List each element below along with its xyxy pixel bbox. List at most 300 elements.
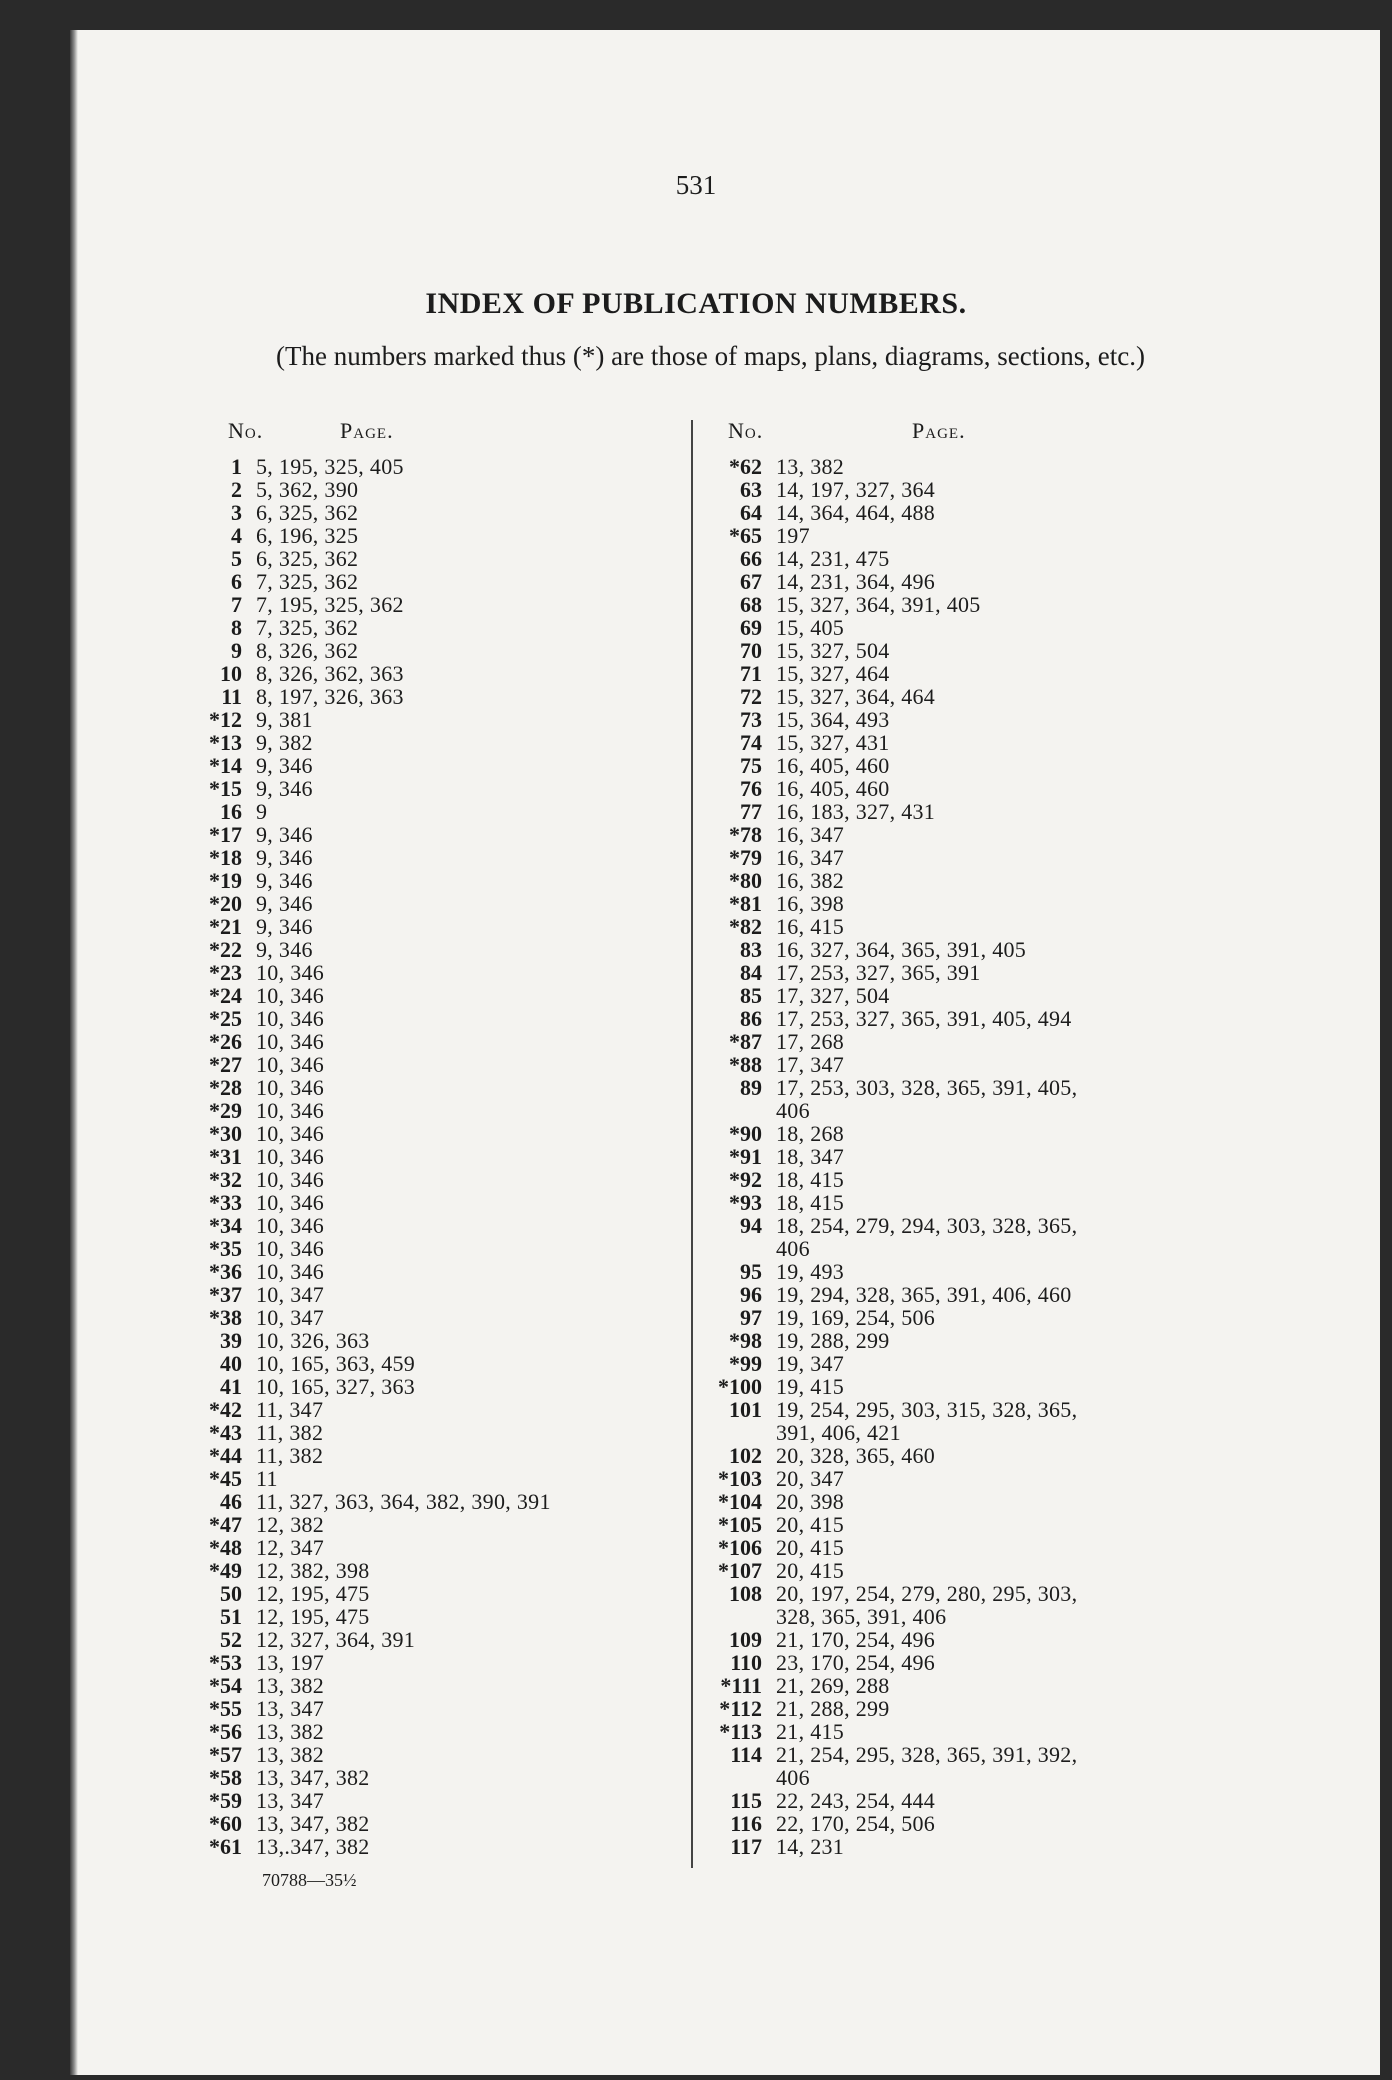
page-references: 15, 405	[776, 615, 845, 640]
page-references: 6, 325, 362	[256, 546, 359, 571]
page-references: 11	[256, 1466, 278, 1491]
index-row	[180, 1720, 551, 1743]
index-row	[700, 1122, 1077, 1145]
right-index-column	[700, 455, 1077, 1858]
index-row	[180, 777, 551, 800]
page-references: 12, 347	[256, 1535, 325, 1560]
index-row	[700, 1628, 1077, 1651]
publication-number: *106	[718, 1535, 762, 1560]
page-references: 16, 327, 364, 365, 391, 405	[776, 937, 1027, 962]
page-references: 11, 347	[256, 1397, 324, 1422]
page-references: 10, 346	[256, 1029, 325, 1054]
publication-number: 9	[231, 638, 242, 663]
page-references: 16, 405, 460	[776, 776, 890, 801]
publication-number: 2	[231, 477, 242, 502]
index-row	[180, 1766, 551, 1789]
page-references: 20, 415	[776, 1512, 845, 1537]
page-references: 12, 327, 364, 391	[256, 1627, 416, 1652]
index-row	[700, 639, 1077, 662]
page-references: 10, 346	[256, 1052, 325, 1077]
publication-number: *36	[209, 1259, 242, 1284]
index-row	[700, 478, 1077, 501]
publication-number: 63	[740, 477, 762, 502]
right-page-header: Page.	[912, 418, 966, 443]
index-row	[700, 1168, 1077, 1191]
publication-number: *13	[209, 730, 242, 755]
page-references: 19, 347	[776, 1351, 845, 1376]
page-references: 17, 253, 327, 365, 391	[776, 960, 981, 985]
page-references: 12, 382	[256, 1512, 325, 1537]
publication-number: 94	[740, 1213, 762, 1238]
page-references: 9, 346	[256, 753, 313, 778]
publication-number: *93	[729, 1190, 762, 1215]
page-references: 10, 347	[256, 1282, 325, 1307]
page-references: 10, 326, 363	[256, 1328, 370, 1353]
page-references: 16, 347	[776, 822, 845, 847]
index-row	[700, 685, 1077, 708]
index-row	[180, 1421, 551, 1444]
publication-number: *92	[729, 1167, 762, 1192]
index-row	[180, 800, 551, 823]
index-row	[700, 1605, 1077, 1628]
page-references: 16, 347	[776, 845, 845, 870]
publication-number: *12	[209, 707, 242, 732]
index-row	[180, 1191, 551, 1214]
page-references: 15, 327, 364, 464	[776, 684, 936, 709]
index-row	[700, 1329, 1077, 1352]
publication-number: 89	[740, 1075, 762, 1100]
publication-number: 68	[740, 592, 762, 617]
publication-number: *20	[209, 891, 242, 916]
index-row	[180, 1835, 551, 1858]
publication-number: 70	[740, 638, 762, 663]
index-row	[700, 1306, 1077, 1329]
page-references: 20, 398	[776, 1489, 845, 1514]
publication-number: 101	[729, 1397, 762, 1422]
index-row	[180, 1674, 551, 1697]
publication-number: 51	[220, 1604, 242, 1629]
publication-number: *32	[209, 1167, 242, 1192]
index-row	[700, 777, 1077, 800]
page-references: 13, 382	[256, 1742, 325, 1767]
publication-number: 77	[740, 799, 762, 824]
publication-number: 84	[740, 960, 762, 985]
page-references: 18, 415	[776, 1190, 845, 1215]
page-references: 19, 254, 295, 303, 315, 328, 365,	[776, 1397, 1078, 1422]
page-references: 8, 326, 362	[256, 638, 359, 663]
index-row	[700, 570, 1077, 593]
publication-number: 3	[231, 500, 242, 525]
publication-number: 74	[740, 730, 762, 755]
publication-number: *44	[209, 1443, 242, 1468]
index-row	[700, 1766, 1077, 1789]
index-row	[180, 938, 551, 961]
publication-number: *112	[719, 1696, 762, 1721]
page-references: 15, 327, 504	[776, 638, 890, 663]
publication-number: *45	[209, 1466, 242, 1491]
column-divider	[691, 420, 693, 1868]
publication-number: *98	[729, 1328, 762, 1353]
publication-number	[700, 1766, 776, 1789]
publication-number: 16	[220, 799, 242, 824]
publication-number	[700, 1099, 776, 1122]
publication-number	[700, 1605, 776, 1628]
publication-number: 6	[231, 569, 242, 594]
index-row	[700, 1513, 1077, 1536]
publication-number: *113	[719, 1719, 762, 1744]
index-row	[700, 1007, 1077, 1030]
left-no-header: No.	[228, 418, 264, 443]
page-references: 10, 346	[256, 1190, 325, 1215]
page-references: 14, 364, 464, 488	[776, 500, 936, 525]
page-references: 18, 254, 279, 294, 303, 328, 365,	[776, 1213, 1078, 1238]
page-references: 10, 346	[256, 1098, 325, 1123]
publication-number: *33	[209, 1190, 242, 1215]
page-references: 14, 231	[776, 1834, 845, 1859]
index-row	[180, 708, 551, 731]
page-references: 10, 346	[256, 1121, 325, 1146]
page-references: 16, 398	[776, 891, 845, 916]
page-references: 19, 294, 328, 365, 391, 406, 460	[776, 1282, 1072, 1307]
publication-number: 64	[740, 500, 762, 525]
index-row	[180, 1007, 551, 1030]
page-title: INDEX OF PUBLICATION NUMBERS.	[425, 287, 967, 320]
index-row	[180, 1145, 551, 1168]
index-row	[180, 1260, 551, 1283]
publication-number: 72	[740, 684, 762, 709]
page-references: 15, 327, 464	[776, 661, 890, 686]
publication-number: *56	[209, 1719, 242, 1744]
page-references: 13, 347, 382	[256, 1811, 370, 1836]
page-references: 9, 346	[256, 891, 313, 916]
index-row	[700, 823, 1077, 846]
publication-number: *27	[209, 1052, 242, 1077]
page-references: 13, 382	[256, 1673, 325, 1698]
page-references: 7, 325, 362	[256, 615, 359, 640]
index-row	[700, 547, 1077, 570]
publication-number: 83	[740, 937, 762, 962]
index-row	[700, 869, 1077, 892]
index-row	[700, 961, 1077, 984]
page-references: 20, 415	[776, 1535, 845, 1560]
page-references: 10, 347	[256, 1305, 325, 1330]
page-references: 197	[776, 523, 810, 548]
index-row	[700, 1536, 1077, 1559]
publication-number: *26	[209, 1029, 242, 1054]
publication-number: *29	[209, 1098, 242, 1123]
page-references: 21, 254, 295, 328, 365, 391, 392,	[776, 1742, 1078, 1767]
page-references: 14, 231, 475	[776, 546, 890, 571]
page-references: 391, 406, 421	[776, 1420, 901, 1445]
index-row	[180, 1582, 551, 1605]
index-row	[700, 731, 1077, 754]
index-row	[180, 1398, 551, 1421]
index-row	[180, 1030, 551, 1053]
index-row	[180, 501, 551, 524]
page-references: 406	[776, 1236, 810, 1261]
index-row	[700, 1375, 1077, 1398]
publication-number: *100	[718, 1374, 762, 1399]
publication-number: *104	[718, 1489, 762, 1514]
page-references: 9, 346	[256, 776, 313, 801]
page-references: 9, 346	[256, 868, 313, 893]
publication-number: *57	[209, 1742, 242, 1767]
page-references: 16, 415	[776, 914, 845, 939]
index-row	[700, 938, 1077, 961]
publication-number: *59	[209, 1788, 242, 1813]
page-references: 9, 346	[256, 845, 313, 870]
index-row	[700, 455, 1077, 478]
index-row	[700, 1559, 1077, 1582]
page-references: 13, 197	[256, 1650, 325, 1675]
index-row	[700, 1237, 1077, 1260]
page-references: 8, 197, 326, 363	[256, 684, 404, 709]
index-row	[700, 846, 1077, 869]
index-row	[180, 754, 551, 777]
index-row	[700, 1145, 1077, 1168]
publication-number: *14	[209, 753, 242, 778]
page-references: 19, 169, 254, 506	[776, 1305, 936, 1330]
page-references: 11, 382	[256, 1420, 324, 1445]
index-row	[180, 570, 551, 593]
index-row	[180, 984, 551, 1007]
publication-number: 50	[220, 1581, 242, 1606]
publication-number: *19	[209, 868, 242, 893]
page-references: 20, 347	[776, 1466, 845, 1491]
page-references: 15, 327, 364, 391, 405	[776, 592, 981, 617]
publication-number: *37	[209, 1282, 242, 1307]
index-row	[700, 1421, 1077, 1444]
publication-number: *111	[720, 1673, 762, 1698]
left-page-header: Page.	[340, 418, 394, 443]
publication-number: *90	[729, 1121, 762, 1146]
index-row	[700, 1030, 1077, 1053]
left-index-column	[180, 455, 551, 1858]
publication-number: *47	[209, 1512, 242, 1537]
publication-number: *49	[209, 1558, 242, 1583]
publication-number: *61	[209, 1834, 242, 1859]
publication-number: *87	[729, 1029, 762, 1054]
publication-number: *103	[718, 1466, 762, 1491]
publication-number: *58	[209, 1765, 242, 1790]
publication-number: *17	[209, 822, 242, 847]
page-references: 9, 346	[256, 914, 313, 939]
page-references: 22, 170, 254, 506	[776, 1811, 936, 1836]
index-row	[700, 1674, 1077, 1697]
page-references: 9, 381	[256, 707, 313, 732]
page-references: 10, 165, 363, 459	[256, 1351, 416, 1376]
index-row	[180, 1651, 551, 1674]
index-row	[180, 1536, 551, 1559]
page-references: 13, 347	[256, 1788, 325, 1813]
index-row	[180, 1490, 551, 1513]
index-row	[700, 708, 1077, 731]
index-row	[700, 800, 1077, 823]
index-row	[180, 1352, 551, 1375]
index-row	[180, 823, 551, 846]
page-references: 10, 346	[256, 1259, 325, 1284]
index-row	[180, 961, 551, 984]
page-references: 20, 328, 365, 460	[776, 1443, 936, 1468]
index-row	[180, 1283, 551, 1306]
page-references: 14, 231, 364, 496	[776, 569, 936, 594]
publication-number: *65	[729, 523, 762, 548]
index-row	[700, 501, 1077, 524]
index-row	[700, 524, 1077, 547]
publication-number: *28	[209, 1075, 242, 1100]
index-row	[180, 1237, 551, 1260]
publication-number: *23	[209, 960, 242, 985]
index-row	[180, 685, 551, 708]
page-references: 328, 365, 391, 406	[776, 1604, 947, 1629]
page-references: 16, 382	[776, 868, 845, 893]
index-row	[180, 1789, 551, 1812]
index-row	[180, 1697, 551, 1720]
page-references: 12, 382, 398	[256, 1558, 370, 1583]
page-references: 17, 327, 504	[776, 983, 890, 1008]
index-row	[700, 1191, 1077, 1214]
publication-number: 117	[730, 1834, 762, 1859]
index-note: (The numbers marked thus (*) are those of maps, plans, diagrams, sections, etc.)	[276, 341, 1145, 371]
publication-number: 4	[231, 523, 242, 548]
page-references: 7, 195, 325, 362	[256, 592, 404, 617]
publication-number: 110	[730, 1650, 762, 1675]
page-references: 14, 197, 327, 364	[776, 477, 936, 502]
index-row	[700, 1812, 1077, 1835]
index-row	[180, 1076, 551, 1099]
page-references: 11, 382	[256, 1443, 324, 1468]
index-row	[180, 1467, 551, 1490]
index-row	[180, 846, 551, 869]
index-row	[180, 478, 551, 501]
publication-number: *34	[209, 1213, 242, 1238]
page-references: 16, 405, 460	[776, 753, 890, 778]
page-references: 18, 347	[776, 1144, 845, 1169]
page-references: 13, 382	[776, 454, 845, 479]
index-row	[700, 1697, 1077, 1720]
publication-number: 86	[740, 1006, 762, 1031]
page-references: 17, 253, 303, 328, 365, 391, 405,	[776, 1075, 1078, 1100]
page-number: 531	[675, 170, 717, 200]
page-references: 16, 183, 327, 431	[776, 799, 936, 824]
publication-number: *22	[209, 937, 242, 962]
index-row	[700, 1283, 1077, 1306]
publication-number: *62	[729, 454, 762, 479]
publication-number: *82	[729, 914, 762, 939]
publication-number: *42	[209, 1397, 242, 1422]
publication-number: *91	[729, 1144, 762, 1169]
publication-number: *53	[209, 1650, 242, 1675]
publication-number: 52	[220, 1627, 242, 1652]
publication-number: 11	[221, 684, 242, 709]
index-row	[180, 1375, 551, 1398]
publication-number: *15	[209, 776, 242, 801]
publication-number: 39	[220, 1328, 242, 1353]
page-references: 17, 253, 327, 365, 391, 405, 494	[776, 1006, 1072, 1031]
page-references: 20, 197, 254, 279, 280, 295, 303,	[776, 1581, 1078, 1606]
index-row	[700, 1582, 1077, 1605]
index-row	[180, 1214, 551, 1237]
page-references: 22, 243, 254, 444	[776, 1788, 936, 1813]
publication-number: *24	[209, 983, 242, 1008]
index-row	[700, 1835, 1077, 1858]
index-row	[700, 1789, 1077, 1812]
publication-number: *79	[729, 845, 762, 870]
page-references: 10, 346	[256, 1075, 325, 1100]
page-references: 10, 346	[256, 1144, 325, 1169]
publication-number: *18	[209, 845, 242, 870]
index-row	[700, 1490, 1077, 1513]
publication-number: 8	[231, 615, 242, 640]
publication-number: *81	[729, 891, 762, 916]
page-references: 7, 325, 362	[256, 569, 359, 594]
index-row	[700, 1053, 1077, 1076]
page-references: 5, 195, 325, 405	[256, 454, 404, 479]
page-references: 10, 346	[256, 1167, 325, 1192]
publication-number: 40	[220, 1351, 242, 1376]
index-row	[180, 547, 551, 570]
index-row	[700, 984, 1077, 1007]
publication-number: 1	[231, 454, 242, 479]
page-references: 5, 362, 390	[256, 477, 359, 502]
page-references: 9, 346	[256, 822, 313, 847]
publication-number: 116	[730, 1811, 762, 1836]
publication-number: *80	[729, 868, 762, 893]
publication-number: *78	[729, 822, 762, 847]
publication-number: 46	[220, 1489, 242, 1514]
page-references: 406	[776, 1098, 810, 1123]
page-references: 13, 347, 382	[256, 1765, 370, 1790]
index-row	[700, 915, 1077, 938]
index-row	[180, 1812, 551, 1835]
page-references: 19, 493	[776, 1259, 845, 1284]
publication-number: 75	[740, 753, 762, 778]
publication-number: *38	[209, 1305, 242, 1330]
index-row	[180, 1306, 551, 1329]
page-references: 6, 325, 362	[256, 500, 359, 525]
index-row	[180, 1053, 551, 1076]
publication-number: *21	[209, 914, 242, 939]
page-references: 15, 327, 431	[776, 730, 890, 755]
index-row	[700, 1444, 1077, 1467]
index-row	[180, 731, 551, 754]
index-row	[700, 1720, 1077, 1743]
index-row	[700, 616, 1077, 639]
page-references: 19, 288, 299	[776, 1328, 890, 1353]
publication-number: 115	[730, 1788, 762, 1813]
publication-number: 85	[740, 983, 762, 1008]
publication-number: 41	[220, 1374, 242, 1399]
page-references: 10, 346	[256, 1006, 325, 1031]
publication-number: *105	[718, 1512, 762, 1537]
publication-number: 114	[730, 1742, 762, 1767]
publication-number: 109	[729, 1627, 762, 1652]
page-references: 19, 415	[776, 1374, 845, 1399]
index-row	[700, 1260, 1077, 1283]
page-references: 21, 288, 299	[776, 1696, 890, 1721]
publication-number: 67	[740, 569, 762, 594]
publication-number: 97	[740, 1305, 762, 1330]
page-references: 11, 327, 363, 364, 382, 390, 391	[256, 1489, 551, 1514]
page-references: 13, 382	[256, 1719, 325, 1744]
index-row	[700, 1099, 1077, 1122]
publication-number	[700, 1237, 776, 1260]
page-references: 10, 346	[256, 960, 325, 985]
index-row	[180, 1605, 551, 1628]
index-row	[700, 1076, 1077, 1099]
page-references: 12, 195, 475	[256, 1581, 370, 1606]
index-row	[700, 662, 1077, 685]
